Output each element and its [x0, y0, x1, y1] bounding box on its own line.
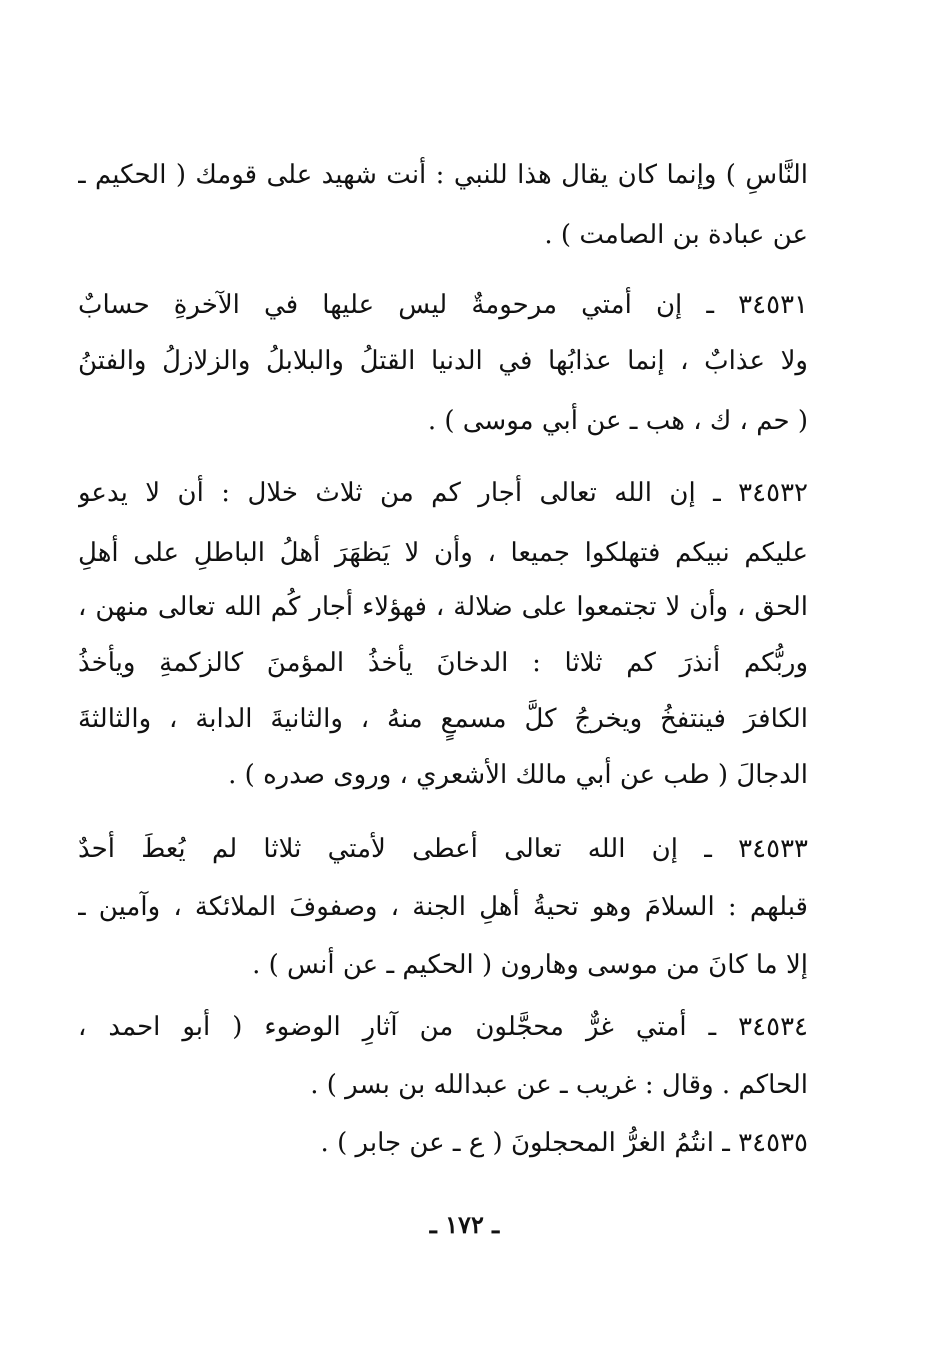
- page-body: [78, 150, 808, 1260]
- hadith-34535-line: ٣٤٥٣٥ ـ انتُمُ الغرُّ المحجلونَ ( ع ـ عن جابر ) .: [320, 1128, 808, 1158]
- hadith-34534-line: الحاكم . وقال : غريب ـ عن عبدالله بن بسر ) .: [310, 1070, 808, 1100]
- hadith-34532-line: وربُّكم أنذرَ كم ثلاثا : الدخانَ يأخذُ المؤمنَ كالزكمةِ ويأخذُ: [78, 648, 808, 678]
- text-line: النَّاسِ ) وإنما كان يقال هذا للنبي : أنت شهيد على قومك ( الحكيم ـ: [78, 160, 808, 190]
- hadith-34533-line: قبلهم : السلامَ وهو تحيةُ أهلِ الجنة ، وصفوفَ الملائكة ، وآمين ـ: [78, 892, 808, 922]
- hadith-34532-line: ٣٤٥٣٢ ـ إن الله تعالى أجار كم من ثلاث خلال : أن لا يدعو: [78, 478, 808, 508]
- hadith-34531-line: ٣٤٥٣١ ـ إن أمتي مرحومةٌ ليس عليها في الآخرةِ حسابٌ: [78, 290, 808, 320]
- hadith-34531-line: ولا عذابٌ ، إنما عذابُها في الدنيا القتلُ والبلابلُ والزلازلُ والفتنُ: [78, 346, 808, 376]
- hadith-34533-line: ٣٤٥٣٣ ـ إن الله تعالى أعطى لأمتي ثلاثا لم يُعطَ أحدٌ: [78, 834, 808, 864]
- hadith-34532-line: الحق ، وأن لا تجتمعوا على ضلالة ، فهؤلاء أجار كُم الله تعالى منهن ،: [78, 592, 808, 622]
- hadith-34532-line: الدجالَ ( طب عن أبي مالك الأشعري ، وروى صدره ) .: [228, 760, 808, 790]
- hadith-34532-line: عليكم نبيكم فتهلكوا جميعا ، وأن لا يَظهَرَ أهلُ الباطلِ على أهلِ: [78, 538, 808, 568]
- hadith-34532-line: الكافرَ فينتفخُ ويخرجُ كلَّ مسمعٍ منهُ ، والثانيةَ الدابة ، والثالثةَ: [78, 704, 808, 734]
- hadith-34531-line: ( حم ، ك ، هب ـ عن أبي موسى ) .: [427, 406, 808, 436]
- page-number: ـ ١٧٢ ـ: [429, 1210, 500, 1239]
- hadith-34533-line: إلا ما كانَ من موسى وهارون ( الحكيم ـ عن أنس ) .: [252, 950, 808, 980]
- text-line: عن عبادة بن الصامت ) .: [544, 220, 808, 250]
- hadith-34534-line: ٣٤٥٣٤ ـ أمتي غرٌّ محجَّلون من آثارِ الوضوء ( أبو احمد ،: [78, 1012, 808, 1042]
